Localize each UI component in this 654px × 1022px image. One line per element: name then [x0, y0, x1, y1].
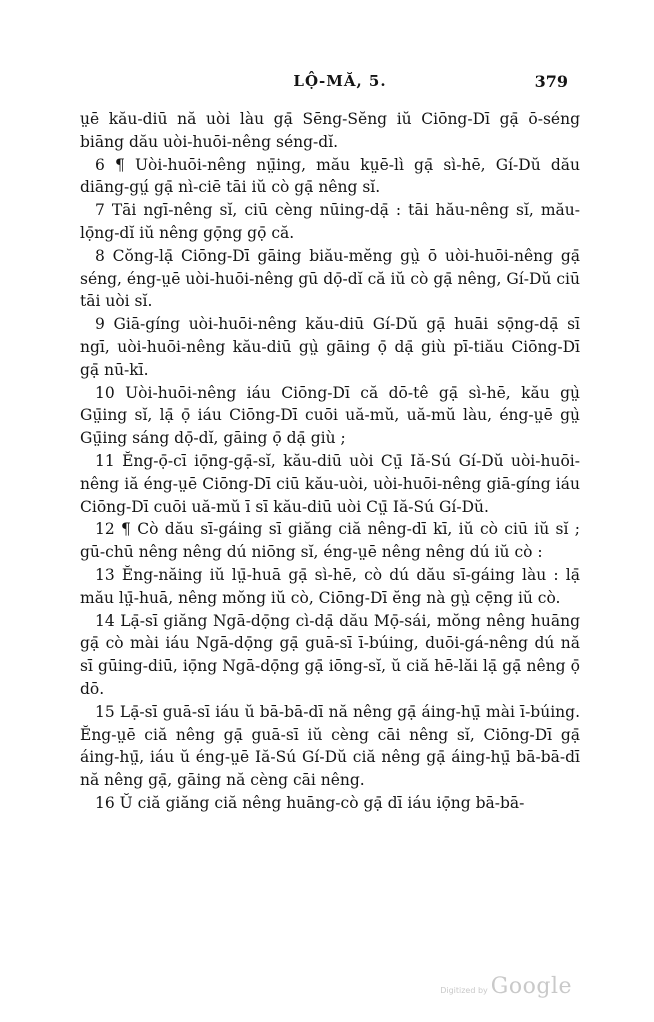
- verse-paragraph: 7 Tāi ngī-nêng sĭ, ciū cèng nūing-dạ̄ : tāi hău-nêng sĭ, mău-lọ̄ng-dĭ iŭ nêng gọ̄ng gọ̄ că.: [80, 201, 580, 242]
- verse-paragraph: 8 Cŏng-lạ̄ Ciōng-Dī gāing biău-mĕng gṳ̀ ō uòi-huōi-nêng gạ̄ séng, éng-ṳē uòi-huōi-nêng gū dọ̄-dĭ că iŭ cò gạ̄ nêng, Gí-Dŭ ciū tāi uòi sĭ.: [80, 246, 580, 311]
- verse-paragraph: 16 Ŭ ciă giăng ciă nêng huāng-cò gạ̄ dī iáu iọ̄ng bā-bā-: [95, 793, 525, 812]
- page-number: 379: [534, 72, 568, 91]
- verse-paragraph: 15 Lạ̄-sī guā-sī iáu ŭ bā-bā-dī nă nêng gạ̄ áing-hṳ̄ mài ī-búing. Ĕng-ṳē ciă nêng gạ̄ guā-sī iŭ cèng cāi nêng sĭ, Ciōng-Dī gạ̄ áing-hṳ̄, iáu ŭ éng-ṳē Iă-Sú Gí-Dŭ ciă nêng gạ̄ áing-hṳ̄ bā-bā-dī nă nêng gạ̄, gāing nă cèng cāi nêng.: [80, 702, 580, 790]
- verse-paragraph: 12 ¶ Cò dău sī-gáing sī giăng ciă nêng-dī kī, iŭ cò ciū iŭ sĭ ; gū-chū nêng nêng dú niōng sĭ, éng-ṳē nêng nêng dú iŭ cò :: [80, 520, 580, 562]
- verse-paragraph: 11 Ĕng-ọ̄-cī iọ̄ng-gạ̄-sĭ, kău-diū uòi Cṳ̄ Iă-Sú Gí-Dŭ uòi-huōi-nêng iă éng-ṳē Ciōng-Dī ciū kău-uòi, uòi-huōi-nêng giā-gíng iáu Ciōng-Dī cuōi uă-mŭ ī sī kău-diū uòi Cṳ̄ Iă-Sú Gí-Dŭ.: [80, 451, 580, 516]
- verse-paragraph: 10 Uòi-huōi-nêng iáu Ciōng-Dī că dō-tê gạ̄ sì-hē, kău gṳ̀ Gṳ̄ing sĭ, lạ̄ ọ̄ iáu Ciōng-Dī cuōi uă-mŭ, uă-mŭ làu, éng-ṳē gṳ̀ Gṳ̄ing sáng dọ̄-dĭ, gāing ọ̄ dạ̄ giù ;: [80, 383, 580, 448]
- body-text: [80, 108, 580, 815]
- verse-paragraph: 13 Ĕng-năing iŭ lṳ̄-huā gạ̄ sì-hē, cò dú dău sī-gáing làu : lạ̄ mău lṳ̄-huā, nêng mŏng iŭ cò, Ciōng-Dī ĕng nà gṳ̀ cẹ̄ng iŭ cò.: [80, 565, 580, 607]
- google-logo: Google: [490, 974, 572, 999]
- digitized-by-google-watermark: [440, 974, 572, 999]
- verse-paragraph: 9 Giā-gíng uòi-huōi-nêng kău-diū Gí-Dŭ gạ̄ huāi sọ̄ng-dạ̄ sī ngī, uòi-huōi-nêng kău-diū gṳ̀ gāing ọ̄ dạ̄ giù pī-tiău Ciōng-Dī gạ̄ nū-kī.: [80, 315, 580, 379]
- verse-paragraph: ṳē kău-diū nă uòi làu gạ̄ Sēng-Sĕng iŭ Ciōng-Dī gạ̄ ō-séng biāng dău uòi-huōi-nêng séng-dĭ.: [80, 110, 580, 151]
- verse-paragraph: 6 ¶ Uòi-huōi-nêng nṳ̄ing, mău kṳē-lì gạ̄ sì-hē, Gí-Dŭ dău diāng-gṳ́ gạ̄ nì-ciē tāi iŭ cò gạ̄ nêng sĭ.: [80, 155, 580, 197]
- running-title: LỘ-MĂ, 5.: [293, 72, 387, 90]
- digitized-label: Digitized by: [440, 986, 488, 995]
- verse-paragraph: 14 Lạ̄-sī giăng Ngā-dọ̄ng cì-dạ̄ dău Mọ̄-sái, mŏng nêng huāng gạ̄ cò mài iáu Ngā-dọ̄ng gạ̄ guā-sī ī-búing, duōi-gá-nêng dú nă sī gūing-diū, iọ̄ng Ngā-dọ̄ng gạ̄ iōng-sĭ, ŭ ciă hē-lăi lạ̄ gạ̄ nêng ọ̄ dō.: [80, 611, 580, 698]
- running-head: [80, 72, 580, 96]
